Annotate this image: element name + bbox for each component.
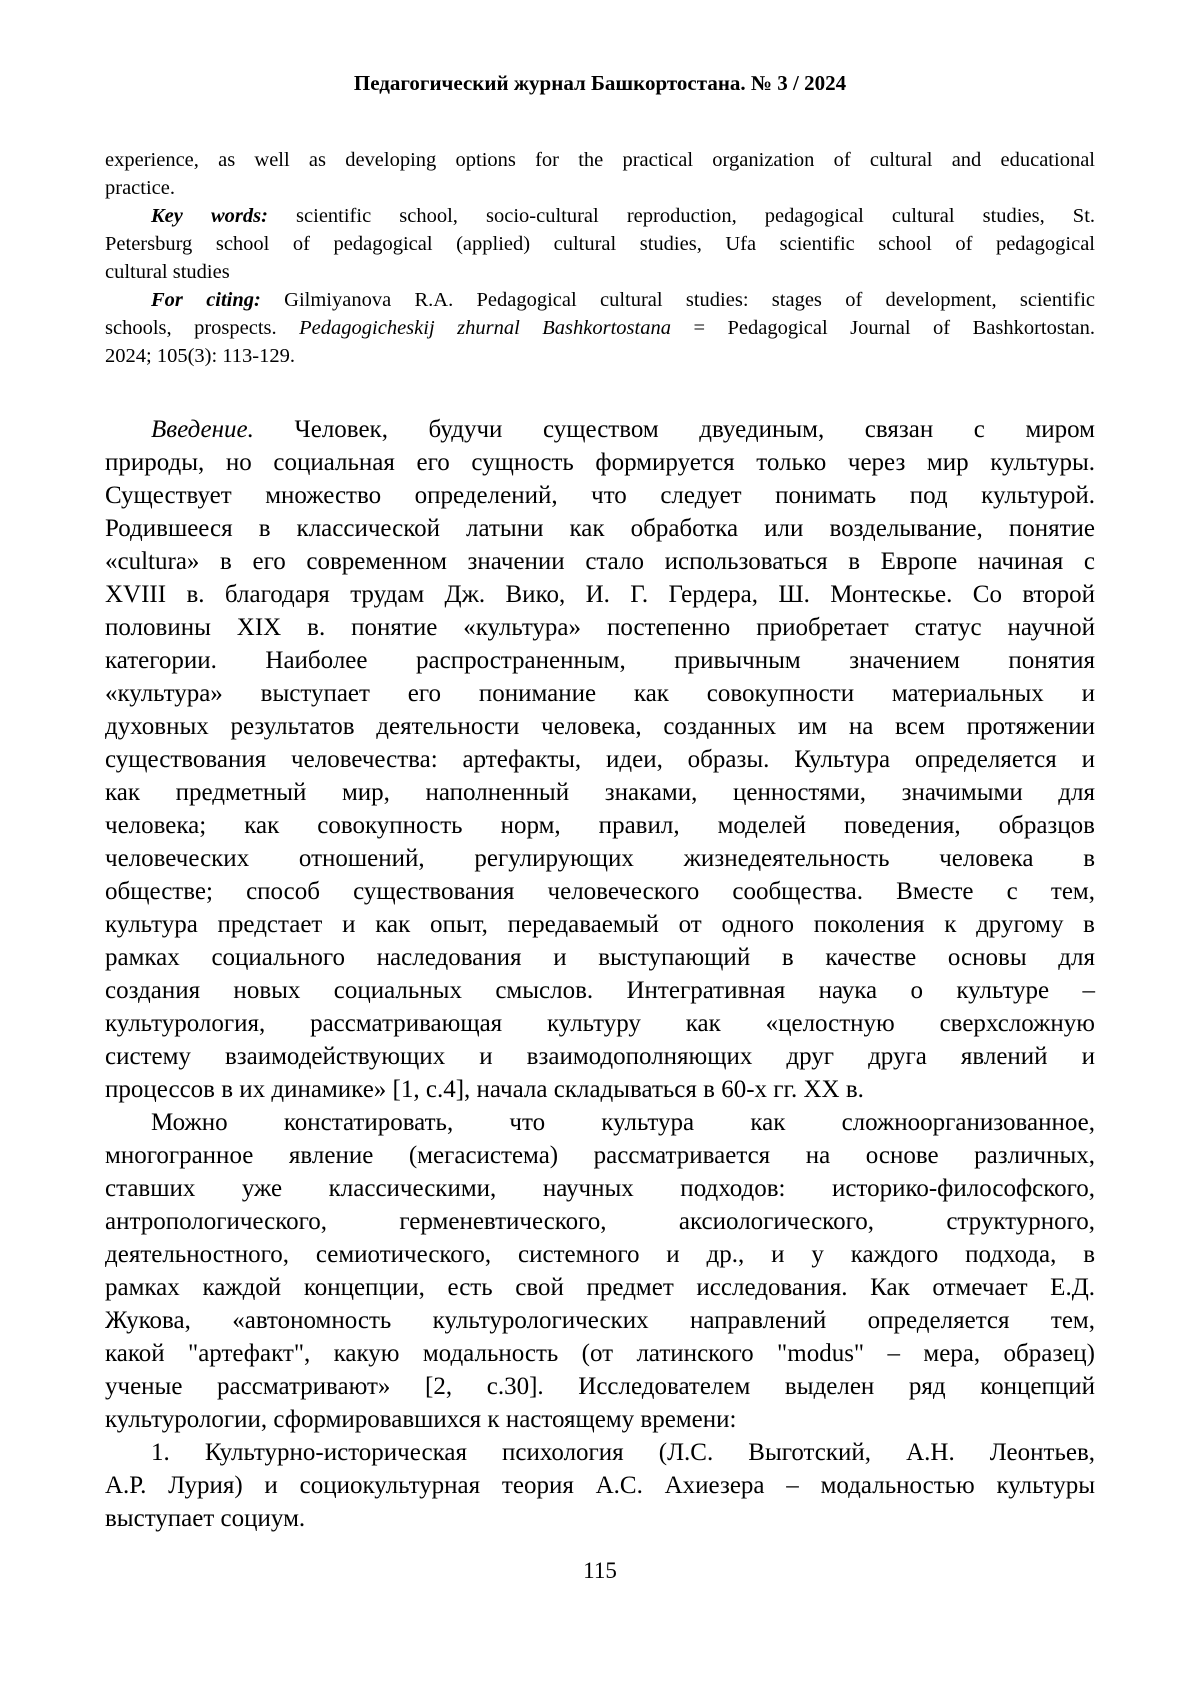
text-line: культурологии, сформировавшихся к настоящему времени: [105,1406,737,1433]
text-line: процессов в их динамике» [1, с.4], начала складываться в 60-х гг. XX в. [105,1076,864,1103]
text-line: рамках каждой концепции, есть свой предмет исследования. Как отмечает Е.Д. [105,1274,1095,1301]
intro-text: Человек, будучи существом двуединым, связан с миром [294,416,1095,443]
text-line: природы, но социальная его сущность формируется только через мир культуры. [105,449,1095,476]
text-line: Petersburg school of pedagogical (applied) cultural studies, Ufa scientific school of pedagogical [105,233,1095,255]
text-line: XVIII в. благодаря трудам Дж. Вико, И. Г. Гердера, Ш. Монтескье. Со второй [105,581,1095,608]
journal-header: Педагогический журнал Башкортостана. № 3 / 2024 [353,71,847,95]
citation-label: For citing: [151,289,261,311]
text-line: А.Р. Лурия) и социокультурная теория А.С. Ахиезера – модальностью культуры [105,1472,1095,1499]
text-line: человеческих отношений, регулирующих жизнедеятельность человека в [105,845,1095,872]
keywords-first-line [105,202,1095,230]
text-line: культура предстает и как опыт, передаваемый от одного поколения к другому в [105,911,1095,938]
text-line: существования человечества: артефакты, идеи, образы. Культура определяется и [105,746,1095,773]
text-line: ученые рассматривают» [2, с.30]. Исследователем выделен ряд концепций [105,1373,1095,1400]
text-line: 1. Культурно-историческая психология (Л.С. Выготский, А.Н. Леонтьев, [151,1439,1095,1466]
citation-first-line [105,286,1095,314]
text-line: антропологического, герменевтического, аксиологического, структурного, [105,1208,1095,1235]
text-line: ставших уже классическими, научных подходов: историко-философского, [105,1175,1095,1202]
text-line: Можно констатировать, что культура как сложноорганизованное, [151,1109,1095,1136]
citation-journal-title: Pedagogicheskij zhurnal Bashkortostana [299,317,671,339]
text-line: practice. [105,177,175,199]
text-line: духовных результатов деятельности человека, созданных им на всем протяжении [105,713,1095,740]
text-line: какой "артефакт", какую модальность (от латинского "modus" – мера, образец) [105,1340,1095,1367]
keywords-text: scientific school, socio-cultural reproduction, pedagogical cultural studies, St. [296,205,1096,227]
article-body [105,413,1095,1535]
keywords-label: Key words: [151,205,268,227]
text-line: культурология, рассматривающая культуру как «целостную сверхсложную [105,1010,1095,1037]
text-line: рамках социального наследования и выступающий в качестве основы для [105,944,1095,971]
text-line: выступает социум. [105,1505,306,1532]
text-line: «cultura» в его современном значении стало использоваться в Европе начиная с [105,548,1095,575]
text-line: половины XIX в. понятие «культура» постепенно приобретает статус научной [105,614,1095,641]
text-line: категории. Наиболее распространенным, привычным значением понятия [105,647,1095,674]
text-line: систему взаимодействующих и взаимодополняющих друг друга явлений и [105,1043,1095,1070]
text-line: experience, as well as developing options for the practical organization of cultural and educational [105,149,1095,171]
page-number: 115 [583,1558,617,1583]
text-line: обществе; способ существования человеческого сообщества. Вместе с тем, [105,878,1095,905]
text-line: человека; как совокупность норм, правил, моделей поведения, образцов [105,812,1095,839]
text-line: многогранное явление (мегасистема) рассматривается на основе различных, [105,1142,1095,1169]
citation-text: = Pedagogical Journal of Bashkortostan. [693,317,1095,339]
citation-line-2 [105,314,1095,342]
text-line: деятельностного, семиотического, системного и др., и у каждого подхода, в [105,1241,1095,1268]
abstract-block [105,146,1095,370]
intro-lead: Введение. [151,416,254,443]
text-line: создания новых социальных смыслов. Интегративная наука о культуре – [105,977,1095,1004]
citation-text: schools, prospects. [105,317,277,339]
text-line: 2024; 105(3): 113-129. [105,345,295,367]
text-line: Жукова, «автономность культурологических направлений определяется тем, [105,1307,1095,1334]
text-line: «культура» выступает его понимание как совокупности материальных и [105,680,1095,707]
intro-first-line [105,413,1095,446]
text-line: Существует множество определений, что следует понимать под культурой. [105,482,1095,509]
text-line: как предметный мир, наполненный знаками, ценностями, значимыми для [105,779,1095,806]
text-line: Родившееся в классической латыни как обработка или возделывание, понятие [105,515,1095,542]
citation-text: Gilmiyanova R.A. Pedagogical cultural studies: stages of development, scientific [284,289,1095,311]
text-line: cultural studies [105,261,230,283]
